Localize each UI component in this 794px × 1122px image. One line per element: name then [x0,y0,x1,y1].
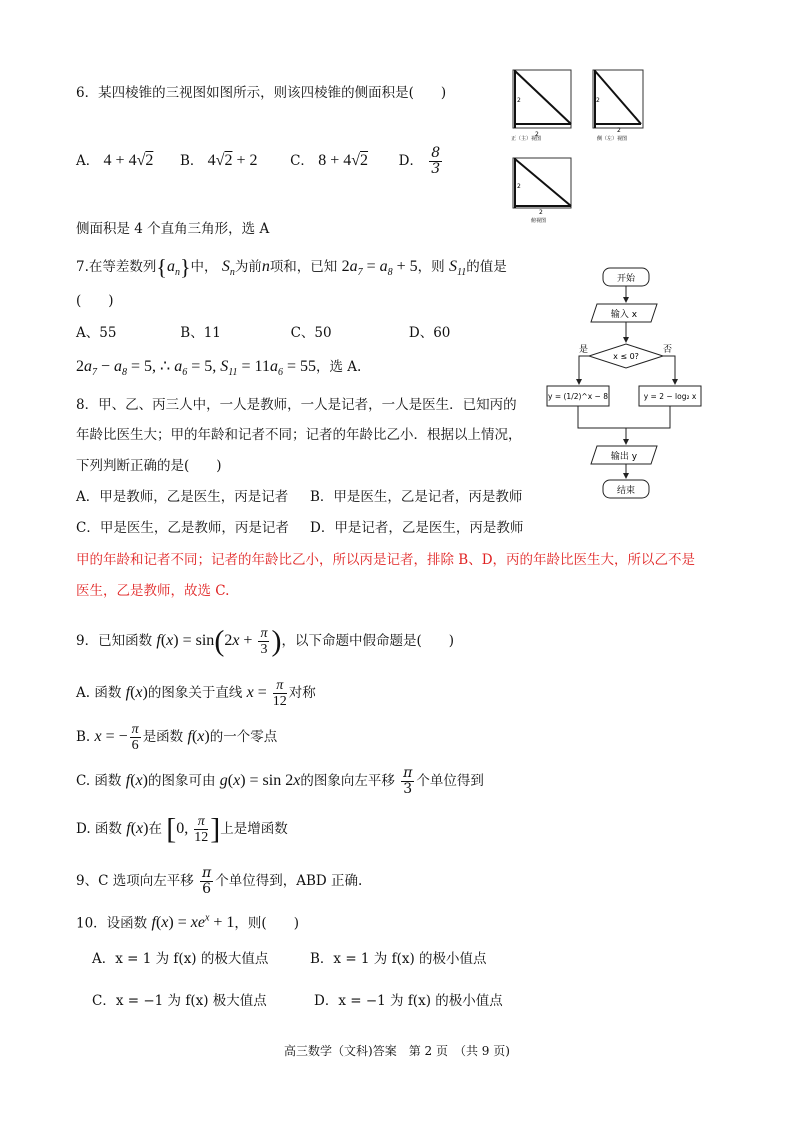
q6-stem: 6．某四棱锥的三视图如图所示，则该四棱锥的侧面积是( ) [76,85,447,101]
svg-text:2: 2 [539,209,543,216]
svg-text:输入 x: 输入 x [610,310,638,320]
q8-line3: 下列判断正确的是( ) [76,458,222,474]
svg-text:2: 2 [517,97,521,104]
q8-answer-line2: 医生，乙是教师，故选 C. [76,583,230,599]
page-footer: 高三数学（文科)答案 第 2 页 （共 9 页) [284,1044,510,1058]
q8-options-cd: C．甲是医生，乙是教师，丙是记者 D．甲是记者，乙是医生，丙是教师 [76,520,524,536]
q9-option-a: A. 函数 f(x)的图象关于直线 x = $\frac{\pi}{12}$ 对称 [76,678,316,709]
q8-line1: 8．甲、乙、丙三人中，一人是教师，一人是记者，一人是医生．已知丙的 [76,397,517,413]
q7-stem: 7.在等差数列$\{a_n\}$中， $S_n$为前n项和，已知 $2a_7 = a_8 + 5$，则 $S_{11}$的值是 [76,254,507,280]
q8-answer-line1: 甲的年龄和记者不同；记者的年龄比乙小，所以丙是记者，排除 B、D，丙的年龄比医生大，所以乙不是 [76,552,696,568]
svg-text:开始: 开始 [616,274,636,284]
svg-text:y = 2 − log₂ x: y = 2 − log₂ x [643,392,697,401]
svg-text:y = (1/2)^x − 8: y = (1/2)^x − 8 [548,392,608,401]
svg-text:2: 2 [517,183,521,190]
svg-text:输出 y: 输出 y [610,452,638,462]
q8-line2: 年龄比医生大；甲的年龄和记者不同；记者的年龄比乙小．根据以上情况， [76,427,522,443]
q7-answer: $2a_7 - a_8 = 5$, ∴ $a_6 = 5$, $S_{11} = 11a_6 = 55$，选 A. [76,358,362,379]
svg-text:俯视图: 俯视图 [531,218,547,224]
svg-text:2: 2 [596,97,600,104]
svg-text:是: 是 [579,345,589,355]
top-view [513,158,571,224]
svg-text:x ≤ 0?: x ≤ 0? [613,352,639,361]
flowchart [545,262,715,502]
q6-options: A． 4 + 4√2 B． 4√2 + 2 C． 8 + 4√2 D． $\frac{8}{3}$ [76,145,441,177]
q9-answer: 9、C 选项向左平移 $\frac{\pi}{6}$ 个单位得到，ABD 正确. [76,865,363,897]
q6-answer: 侧面积是 4 个直角三角形，选 A [76,221,270,237]
q7-paren: ( ) [76,293,114,309]
svg-text:2: 2 [535,131,539,138]
q10-options-cd: C．x = −1 为 f(x) 极大值点 D．x = −1 为 f(x) 的极小值点 [92,993,503,1009]
svg-text:结束: 结束 [616,486,636,496]
q9-stem: 9．已知函数 f(x) = sin(2x + $\frac{\pi}{3}$ )，以下命题中假命题是( ) [76,624,455,658]
three-views-figure [505,66,665,226]
svg-text:2: 2 [617,127,621,134]
svg-text:侧（左）视图: 侧（左）视图 [597,136,628,142]
q8-options-ab: A．甲是教师，乙是医生，丙是记者 B．甲是医生，乙是记者，丙是教师 [76,489,523,505]
q10-stem: 10．设函数 $f(x) = xe^x + 1$，则( ) [76,913,299,932]
svg-text:正（主）视图: 正（主）视图 [511,136,542,142]
q9-option-d: D. 函数 f(x)在 [0, $\frac{\pi}{12}$ ]上是增函数 [76,812,288,846]
side-view [593,70,643,142]
q9-option-b: B. x = − $\frac{\pi}{6}$ 是函数 f(x)的一个零点 [76,722,278,753]
q9-option-c: C. 函数 f(x)的图象可由 g(x) = sin 2x的图象向左平移 $\frac{\pi}{3}$ 个单位得到 [76,765,484,797]
front-view [511,70,571,142]
svg-text:否: 否 [663,345,673,355]
q7-options: A、55 B、11 C、50 D、60 [76,325,451,341]
q10-options-ab: A．x = 1 为 f(x) 的极大值点 B．x = 1 为 f(x) 的极小值点 [92,951,487,967]
